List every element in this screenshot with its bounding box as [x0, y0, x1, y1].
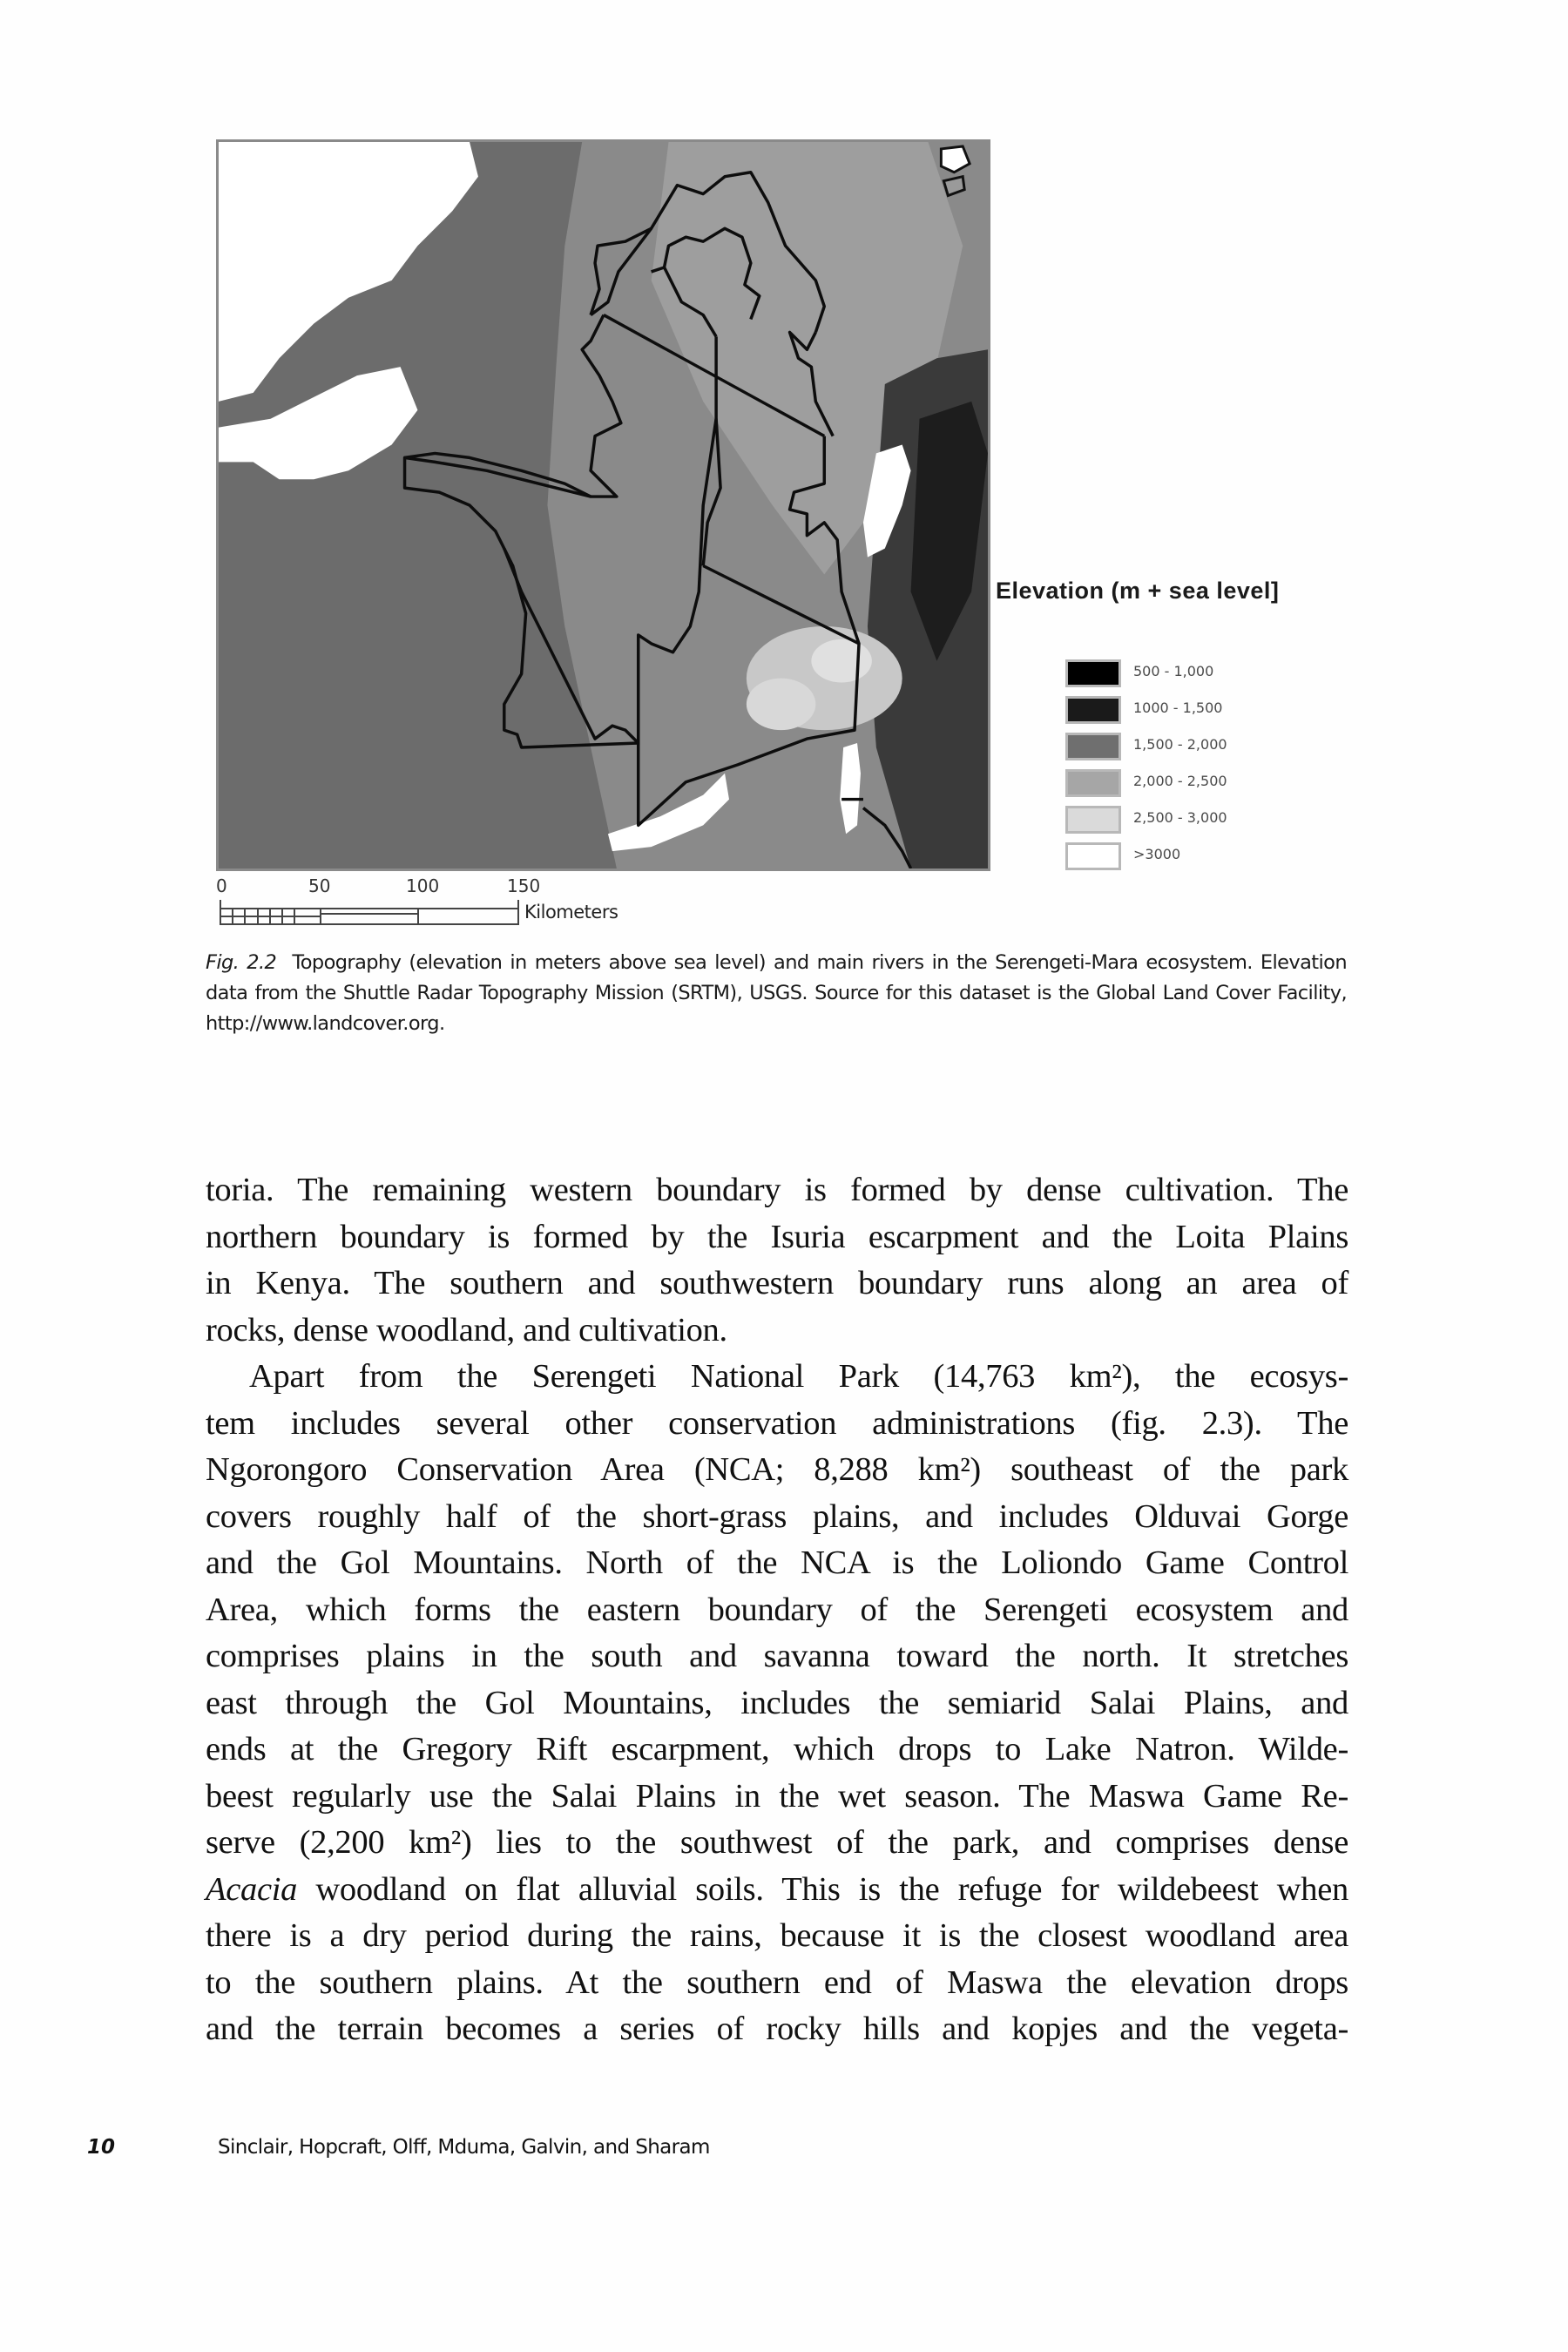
figure-label: Fig. 2.2	[206, 951, 277, 974]
topography-map	[216, 139, 990, 871]
legend-swatch-1000-1500	[1065, 696, 1121, 724]
scale-tick-label: 150	[507, 875, 541, 896]
figure-caption	[206, 948, 1347, 1039]
legend-swatch-500-1000	[1065, 659, 1121, 687]
legend-label: 1,500 - 2,000	[1133, 736, 1227, 753]
text-line: Area, which forms the eastern boundary of the Serengeti ecosystem and	[206, 1591, 1348, 1628]
text-line: tem includes several other conservation administrations (fig. 2.3). The	[206, 1404, 1348, 1442]
text-line: and the terrain becomes a series of rocky hills and kopjes and the vegeta-	[206, 2011, 1348, 2047]
caption-text: Topography (elevation in meters above sea level) and main rivers in the Serengeti-Mara ecosystem. Elevation data from the Shuttle Radar Topography Mission (SRTM), USGS. Source for this dataset is the Global Land Cover Facility, http://www.landcover.org.	[206, 951, 1347, 1035]
scale-bar-graphic	[216, 898, 530, 926]
scale-tick-label: 100	[406, 875, 440, 896]
scale-tick-label: 0	[216, 875, 227, 896]
text-line: covers roughly half of the short-grass plains, and includes Olduvai Gorge	[206, 1497, 1348, 1535]
text-line: comprises plains in the south and savanna toward the north. It stretches	[206, 1638, 1348, 1674]
map-peak	[747, 679, 815, 731]
text-line: and the Gol Mountains. North of the NCA is the Loliondo Game Control	[206, 1544, 1348, 1581]
text-line: there is a dry period during the rains, because it is the closest woodland area	[206, 1917, 1348, 1954]
italic-term: Acacia	[206, 1870, 298, 1908]
text-line: Ngorongoro Conservation Area (NCA; 8,288 km²) southeast of the park	[206, 1451, 1348, 1488]
text-line: beest regularly use the Salai Plains in the wet season. The Maswa Game Re-	[206, 1777, 1348, 1815]
body-text	[206, 1167, 1348, 2053]
running-footer-authors: Sinclair, Hopcraft, Olff, Mduma, Galvin, and Sharam	[218, 2136, 710, 2159]
text-line: serve (2,200 km²) lies to the southwest of the park, and comprises dense	[206, 1824, 1348, 1861]
legend-label: 2,000 - 2,500	[1133, 773, 1227, 789]
text-line: in Kenya. The southern and southwestern boundary runs along an area of	[206, 1265, 1348, 1301]
text-line-rest: woodland on flat alluvial soils. This is the refuge for wildebeest when	[315, 1870, 1348, 1908]
text-line-with-italic	[206, 1867, 1348, 1914]
legend-label: 1000 - 1,500	[1133, 700, 1223, 716]
legend-title: Elevation (m + sea level]	[996, 578, 1280, 604]
text-line: northern boundary is formed by the Isuria escarpment and the Loita Plains	[206, 1218, 1348, 1255]
legend-label: >3000	[1133, 846, 1181, 862]
scale-unit-label: Kilometers	[524, 902, 618, 923]
legend-swatch-over-3000	[1065, 842, 1121, 870]
legend-label: 500 - 1,000	[1133, 663, 1214, 679]
map-peak	[811, 639, 872, 683]
scale-bar	[216, 875, 652, 928]
page-number: 10	[87, 2136, 116, 2159]
text-line: Apart from the Serengeti National Park (14,763 km²), the ecosys-	[249, 1358, 1348, 1395]
text-line: to the southern plains. At the southern end of Maswa the elevation drops	[206, 1963, 1348, 2001]
text-line: rocks, dense woodland, and cultivation.	[206, 1311, 727, 1348]
legend-swatch-1500-2000	[1065, 733, 1121, 760]
legend-swatch-2500-3000	[1065, 806, 1121, 834]
text-line: toria. The remaining western boundary is formed by dense cultivation. The	[206, 1172, 1348, 1208]
legend-swatch-2000-2500	[1065, 769, 1121, 797]
text-line: ends at the Gregory Rift escarpment, which drops to Lake Natron. Wilde-	[206, 1731, 1348, 1767]
scale-tick-label: 50	[308, 875, 331, 896]
text-line: east through the Gol Mountains, includes the semiarid Salai Plains, and	[206, 1684, 1348, 1721]
map-graphic	[219, 142, 988, 868]
legend-label: 2,500 - 3,000	[1133, 809, 1227, 826]
